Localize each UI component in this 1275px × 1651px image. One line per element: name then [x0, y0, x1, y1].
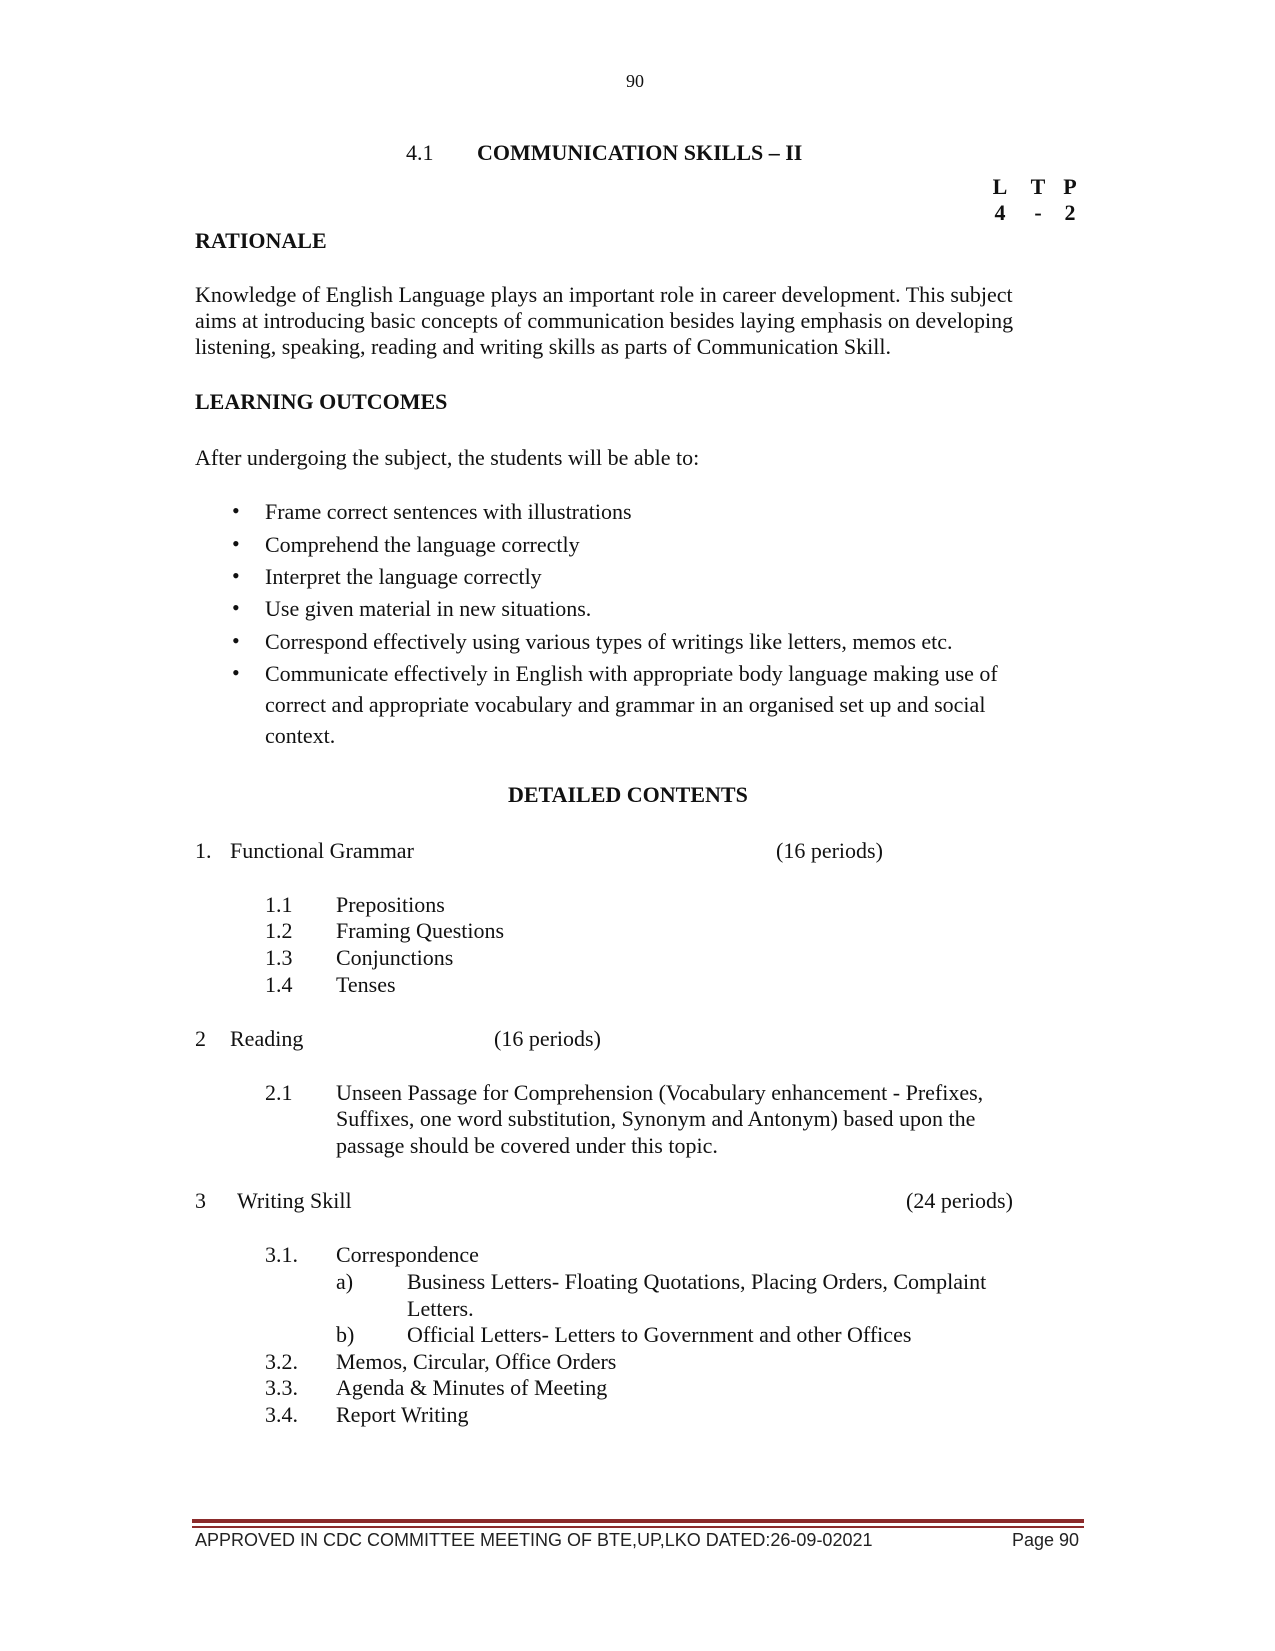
unit-title: Writing Skill	[237, 1188, 352, 1213]
topic-text: Memos, Circular, Office Orders	[336, 1349, 617, 1374]
topic-text: Agenda & Minutes of Meeting	[336, 1375, 608, 1400]
subtopic-letter: a)	[336, 1269, 354, 1294]
learning-outcomes-heading: LEARNING OUTCOMES	[195, 389, 448, 414]
topic-text-line: passage should be covered under this topic.	[336, 1133, 718, 1158]
ltp-value-p: 2	[1064, 200, 1076, 225]
ltp-value-l: 4	[994, 200, 1006, 225]
unit-periods: (16 periods)	[776, 838, 883, 863]
learning-outcomes-intro: After undergoing the subject, the students will be able to:	[195, 445, 700, 470]
footer-page-number: Page 90	[1012, 1530, 1080, 1550]
ltp-header-t: T	[1030, 174, 1046, 199]
title-number: 4.1	[406, 140, 434, 165]
topic-number: 3.4.	[265, 1402, 298, 1427]
subtopic-text-line: Official Letters- Letters to Government and other Offices	[407, 1322, 912, 1347]
bullet-icon: •	[232, 595, 240, 620]
bullet-icon: •	[232, 660, 240, 685]
ltp-header-l: L	[992, 174, 1008, 199]
outcome-item-line: Communicate effectively in English with appropriate body language making use of	[265, 661, 998, 686]
topic-text: Report Writing	[336, 1402, 469, 1427]
rationale-line: Knowledge of English Language plays an important role in career development. This subject	[195, 282, 1013, 307]
ltp-table	[981, 174, 1083, 226]
topic-text: Prepositions	[336, 892, 445, 917]
topic-number: 3.3.	[265, 1375, 298, 1400]
outcome-item: Frame correct sentences with illustrations	[265, 499, 632, 524]
outcome-item: Interpret the language correctly	[265, 564, 542, 589]
bullet-icon: •	[232, 628, 240, 653]
bullet-icon: •	[232, 498, 240, 523]
topic-text: Conjunctions	[336, 945, 454, 970]
footer-approval-text: APPROVED IN CDC COMMITTEE MEETING OF BTE,UP,LKO DATED:26-09-02021	[195, 1530, 873, 1550]
topic-text-line: Suffixes, one word substitution, Synonym and Antonym) based upon the	[336, 1106, 976, 1131]
topic-text-line: Unseen Passage for Comprehension (Vocabulary enhancement - Prefixes,	[336, 1080, 984, 1105]
topic-text: Tenses	[336, 972, 396, 997]
rationale-line: listening, speaking, reading and writing skills as parts of Communication Skill.	[195, 334, 891, 359]
outcome-item: Correspond effectively using various types of writings like letters, memos etc.	[265, 629, 953, 654]
unit-number: 2	[195, 1026, 206, 1051]
outcome-item-line: context.	[265, 723, 336, 748]
topic-number: 1.1	[265, 892, 293, 917]
bullet-icon: •	[232, 563, 240, 588]
subtopic-text-line: Business Letters- Floating Quotations, Placing Orders, Complaint	[407, 1269, 987, 1294]
bullet-icon: •	[232, 531, 240, 556]
topic-number: 1.4	[265, 972, 293, 997]
topic-number: 3.2.	[265, 1349, 298, 1374]
topic-number: 1.2	[265, 918, 293, 943]
subtopic-letter: b)	[336, 1322, 355, 1347]
topic-text: Framing Questions	[336, 918, 505, 943]
ltp-header-p: P	[1063, 174, 1077, 199]
page-title: COMMUNICATION SKILLS – II	[477, 140, 803, 165]
topic-number: 2.1	[265, 1080, 293, 1105]
rationale-line: aims at introducing basic concepts of communication besides laying emphasis on developing	[195, 308, 1014, 333]
unit-title: Functional Grammar	[230, 838, 414, 863]
outcome-item: Comprehend the language correctly	[265, 532, 580, 557]
rationale-heading: RATIONALE	[195, 228, 327, 253]
unit-periods: (24 periods)	[906, 1188, 1013, 1213]
footer-rule	[192, 1519, 1084, 1523]
subtopic-text-line: Letters.	[407, 1296, 474, 1321]
unit-periods: (16 periods)	[494, 1026, 601, 1051]
topic-number: 3.1.	[265, 1242, 298, 1267]
unit-title: Reading	[230, 1026, 304, 1051]
detailed-contents-heading: DETAILED CONTENTS	[508, 782, 748, 807]
ltp-value-t: -	[1034, 200, 1042, 225]
unit-number: 1.	[195, 838, 212, 863]
unit-number: 3	[195, 1188, 206, 1213]
outcome-item-line: correct and appropriate vocabulary and grammar in an organised set up and social	[265, 692, 986, 717]
topic-number: 1.3	[265, 945, 293, 970]
topic-text: Correspondence	[336, 1242, 479, 1267]
page-number-top: 90	[626, 71, 644, 91]
outcome-item: Use given material in new situations.	[265, 596, 592, 621]
footer-rule	[192, 1526, 1084, 1528]
